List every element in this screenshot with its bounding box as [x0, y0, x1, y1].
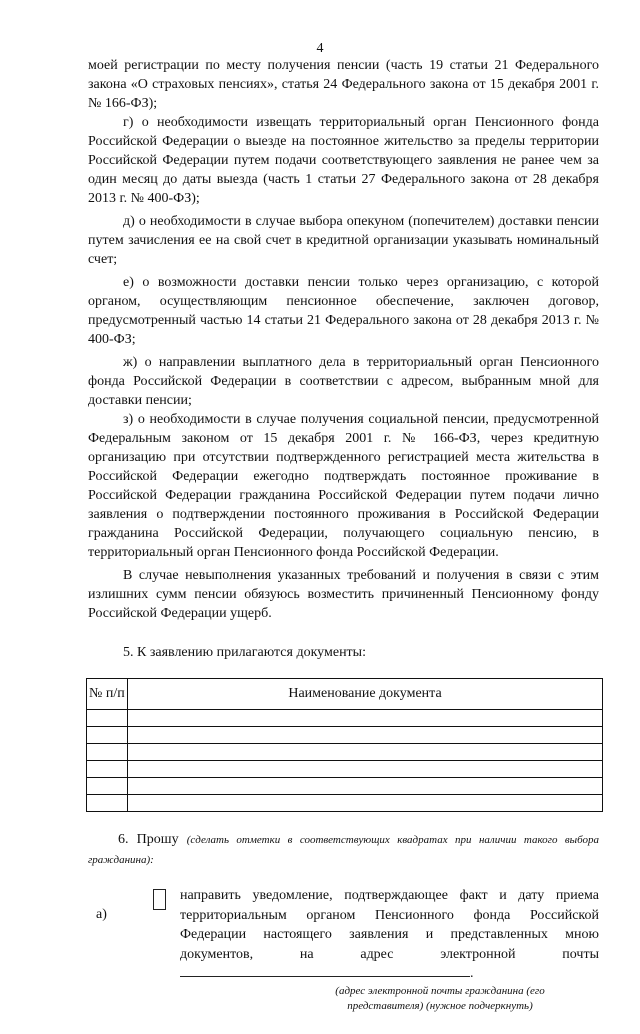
email-field-hint: (адрес электронной почты гражданина (его представителя) (нужное подчеркнуть) — [335, 984, 545, 1012]
table-cell[interactable] — [128, 727, 603, 744]
table-cell[interactable] — [87, 761, 128, 778]
page-number: 4 — [316, 41, 324, 56]
documents-table — [86, 678, 603, 812]
table-row — [87, 710, 603, 727]
paragraph-z: з) о необходимости в случае получения социальной пенсии, предусмотренной Федеральным законом от 15 декабря 2001 г. № 166-ФЗ, через кредитную организацию при отсутствии подтвержденного регистрацией места жительства в Российской Федерации ежегодно подтверждать постоянное проживание в Российской Федерации гражданина Российской Федерации путем подачи лично заявления о подтверждении постоянного проживания в Российской Федерации гражданина Российской Федерации, получающего социальную пенсию, в территориальный орган Пенсионного фонда Российской Федерации. — [88, 412, 599, 560]
table-row — [87, 744, 603, 761]
paragraph-g: г) о необходимости извещать территориальный орган Пенсионного фонда Российской Федерации о выезде на постоянное жительство за пределы территории Российской Федерации путем подачи соответствующего заявления не ранее чем за один месяц до даты выезда (часть 1 статьи 27 Федерального закона от 28 декабря 2013 г. № 400-ФЗ); — [88, 115, 599, 206]
body-text — [88, 56, 599, 623]
option-a-text-block: направить уведомление, подтверждающее факт и дату приема территориальным органом Пенсионного фонда Российской Федерации настоящего заявления и представленных мною документов, на адрес электронной почты . — [180, 888, 599, 981]
table-cell[interactable] — [128, 761, 603, 778]
option-a-checkbox[interactable] — [153, 889, 166, 910]
table-cell[interactable] — [87, 744, 128, 761]
paragraph-zh: ж) о направлении выплатного дела в территориальный орган Пенсионного фонда Российской Федерации в соответствии с адресом, выбранным мной для доставки пенсии; — [88, 355, 599, 408]
option-a-text: направить уведомление, подтверждающее факт и дату приема территориальным органом Пенсионного фонда Российской Федерации настоящего заявления и представленных мною документов, на адрес электронной почты — [180, 888, 599, 962]
column-header-document-name: Наименование документа — [128, 679, 603, 710]
table-cell[interactable] — [128, 778, 603, 795]
table-row — [87, 761, 603, 778]
paragraph-d: д) о необходимости в случае выбора опекуном (попечителем) доставки пенсии путем зачисления ее на свой счет в кредитной организации указывать номинальный счет; — [88, 214, 599, 267]
option-a — [88, 886, 599, 1014]
table-cell[interactable] — [87, 727, 128, 744]
paragraph-continuation: моей регистрации по месту получения пенсии (часть 19 статьи 21 Федерального закона «О страховых пенсиях», статья 24 Федерального закона от 15 декабря 2001 г. № 166-ФЗ); — [88, 58, 599, 111]
section-6-note: (сделать отметки в соответствующих квадратах при наличии такого выбора гражданина): — [88, 834, 600, 866]
table-row — [87, 778, 603, 795]
section-6-heading — [88, 830, 599, 870]
column-header-number: № п/п — [87, 679, 128, 710]
table-cell[interactable] — [87, 778, 128, 795]
email-field[interactable] — [180, 964, 470, 977]
paragraph-liability: В случае невыполнения указанных требований и получения в связи с этим излишних сумм пенсии обязуюсь возместить причиненный Пенсионному фонду Российской Федерации ущерб. — [88, 568, 599, 621]
option-a-content — [180, 886, 599, 1014]
table-cell[interactable] — [128, 795, 603, 812]
table-header-row — [87, 679, 603, 710]
paragraph-e: е) о возможности доставки пенсии только через организацию, с которой органом, осуществляющим пенсионное обеспечение, заключен договор, предусмотренный частью 14 статьи 21 Федерального закона от 28 декабря 2013 г. № 400-ФЗ; — [88, 275, 599, 347]
table-cell[interactable] — [128, 744, 603, 761]
option-a-checkbox-column — [153, 886, 180, 1014]
table-cell[interactable] — [87, 795, 128, 812]
table-row — [87, 795, 603, 812]
option-a-label: а) — [96, 907, 107, 922]
section-5-title: 5. К заявлению прилагаются документы: — [123, 645, 366, 660]
table-row — [87, 727, 603, 744]
table-cell[interactable] — [87, 710, 128, 727]
table-cell[interactable] — [128, 710, 603, 727]
section-6-lead: 6. Прошу — [118, 832, 179, 847]
